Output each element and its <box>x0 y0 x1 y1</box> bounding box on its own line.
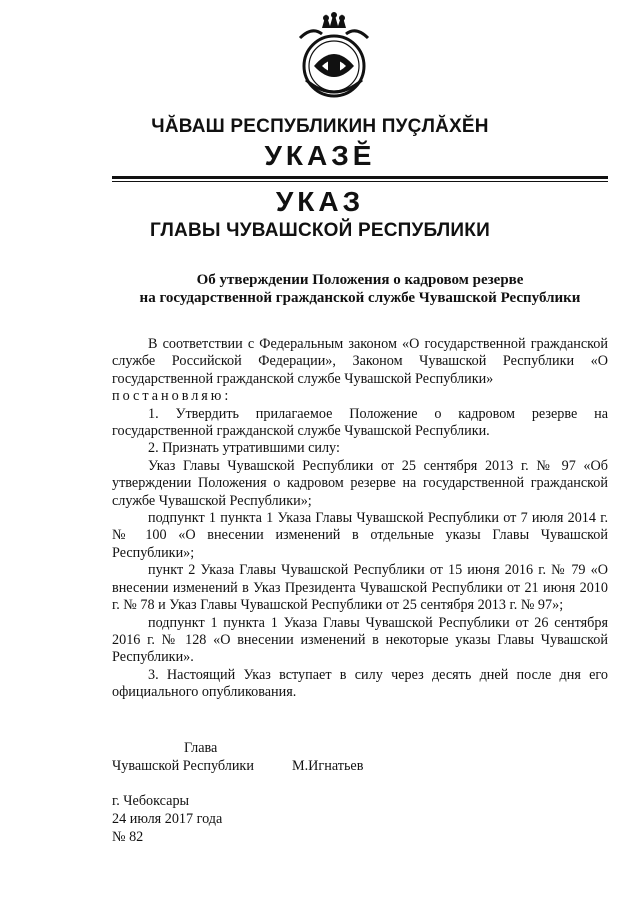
chuvash-header-line: ЧĂВАШ РЕСПУБЛИКИН ПУÇЛĂХĔН <box>151 116 489 137</box>
item-2-a: Указ Главы Чувашской Республики от 25 сентября 2013 г. № 97 «Об утверждении Положения о кадровом резерве на государственной гражданской службе Чувашской Республики»; <box>112 457 608 509</box>
chuvash-title: УКАЗĔ <box>264 140 376 171</box>
signatory-title: Глава <box>184 740 218 756</box>
document-title <box>112 271 608 307</box>
item-1: 1. Утвердить прилагаемое Положение о кадровом резерве на государственной гражданской службе Чувашской Республики. <box>112 405 608 440</box>
intro-paragraph: В соответствии с Федеральным законом «О государственной гражданской службе Российской Федерации», Законом Чувашской Республики «О государственной гражданской службе Чувашской Республики» <box>112 336 608 387</box>
decree-number: № 82 <box>112 829 144 845</box>
russian-header-line: ГЛАВЫ ЧУВАШСКОЙ РЕСПУБЛИКИ <box>150 220 490 241</box>
item-2-b: подпункт 1 пункта 1 Указа Главы Чувашской Республики от 7 июля 2014 г. № 100 «О внесении изменений в отдельные указы Главы Чувашской Республики»; <box>112 510 608 561</box>
header-divider-thick <box>112 176 608 179</box>
item-2: 2. Признать утратившими силу: <box>148 440 340 457</box>
signatory-organization: Чувашской Республики <box>112 758 254 774</box>
coat-of-arms-icon <box>292 8 376 100</box>
item-3: 3. Настоящий Указ вступает в силу через десять дней после дня его официального опубликования. <box>112 666 608 701</box>
signatory-name: М.Игнатьев <box>292 758 364 774</box>
russian-title: УКАЗ <box>275 186 365 217</box>
document-title-line-2: на государственной гражданской службе Чувашской Республики <box>139 290 581 306</box>
decree-word: постановляю: <box>112 388 232 405</box>
document-body <box>112 336 608 702</box>
document-title-line-1: Об утверждении Положения о кадровом резерве <box>196 272 524 288</box>
item-2-c: пункт 2 Указа Главы Чувашской Республики от 15 июня 2016 г. № 79 «О внесении изменений в Указ Президента Чувашской Республики от 21 июня 2010 г. № 78 и Указ Главы Чувашской Республики от 25 сентября 2013 г. № 97»; <box>112 562 608 614</box>
signing-date: 24 июля 2017 года <box>112 811 223 827</box>
item-2-d: подпункт 1 пункта 1 Указа Главы Чувашской Республики от 26 сентября 2016 г. № 128 «О внесении изменений в некоторые указы Главы Чувашской Республики». <box>112 614 608 666</box>
header-divider-thin <box>112 181 608 182</box>
signing-place: г. Чебоксары <box>112 793 190 809</box>
